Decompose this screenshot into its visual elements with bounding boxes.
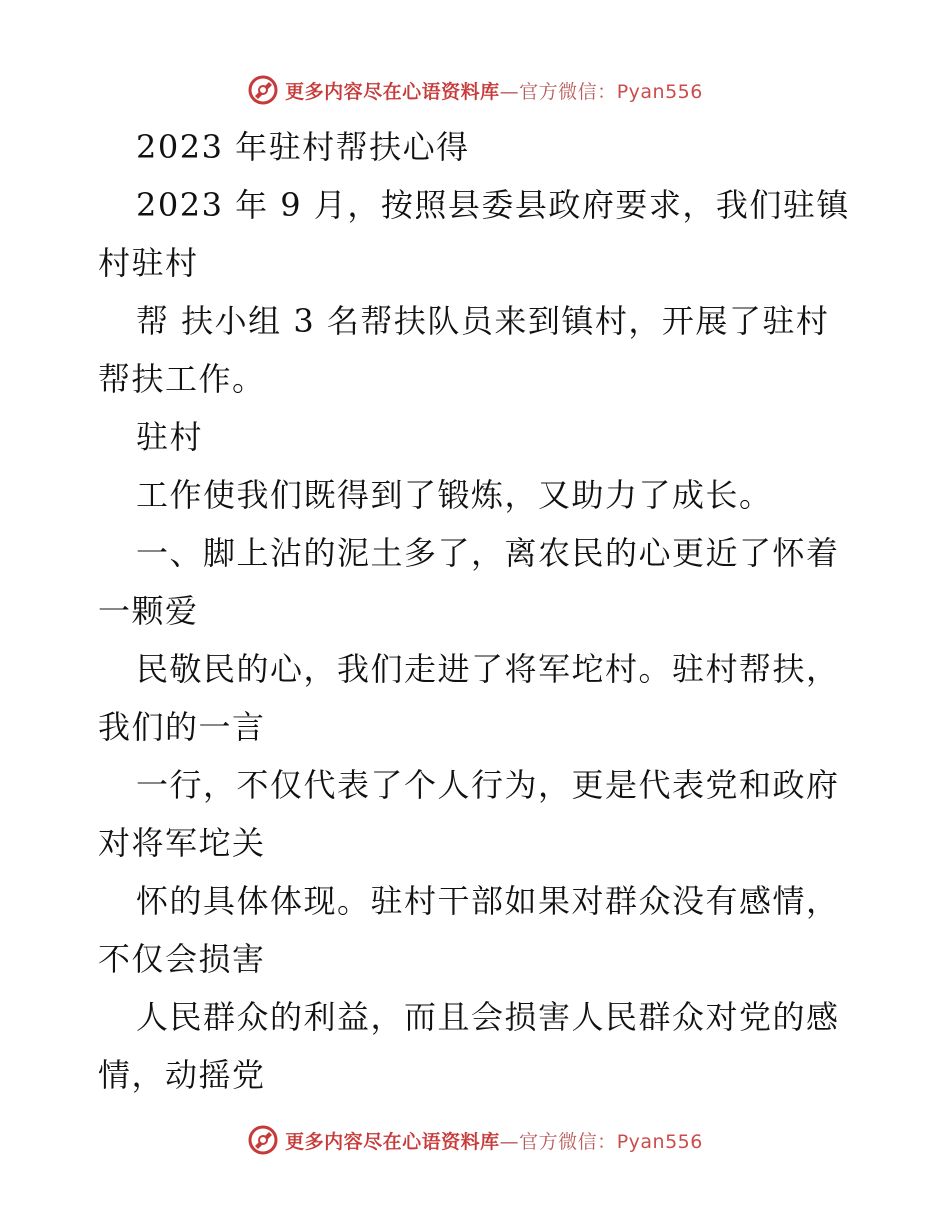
watermark-text	[285, 77, 703, 104]
paragraph-line: 我们的一言	[98, 708, 266, 746]
paragraph-line: 怀的具体体现。驻村干部如果对群众没有感情，	[136, 882, 840, 920]
paragraph-line: 对将军坨关	[98, 824, 266, 862]
paragraph-line: 民敬民的心，我们走进了将军坨村。驻村帮扶，	[136, 650, 840, 688]
document-title: 2023 年驻村帮扶心得	[136, 128, 470, 166]
paragraph-line: 工作使我们既得到了锻炼，又助力了成长。	[136, 476, 773, 514]
paragraph-line: 一行，不仅代表了个人行为，更是代表党和政府	[136, 766, 840, 804]
watermark-sub: —官方微信：	[499, 1130, 617, 1153]
watermark-sub: —官方微信：	[499, 80, 617, 103]
paragraph-line: 2023 年 9 月，按照县委县政府要求，我们驻镇	[136, 186, 850, 224]
quill-seal-icon	[247, 74, 279, 106]
paragraph-line: 一颗爱	[98, 592, 199, 630]
paragraph-line: 人民群众的利益，而且会损害人民群众对党的感	[136, 998, 840, 1036]
paragraph-line: 不仅会损害	[98, 940, 266, 978]
watermark-id: Pyan556	[616, 80, 703, 103]
watermark-banner-top	[0, 70, 950, 110]
watermark-text	[285, 1127, 703, 1154]
paragraph-line: 一、脚上沾的泥土多了，离农民的心更近了怀着	[136, 534, 840, 572]
watermark-id: Pyan556	[616, 1130, 703, 1153]
quill-seal-icon	[247, 1124, 279, 1156]
document-body	[98, 118, 858, 1104]
watermark-main: 更多内容尽在心语资料库	[285, 80, 500, 103]
paragraph-line: 村驻村	[98, 244, 199, 282]
paragraph-line: 帮扶工作。	[98, 360, 266, 398]
paragraph-line: 帮 扶小组 3 名帮扶队员来到镇村，开展了驻村	[136, 302, 830, 340]
watermark-main: 更多内容尽在心语资料库	[285, 1130, 500, 1153]
watermark-banner-bottom	[0, 1120, 950, 1160]
paragraph-line: 驻村	[136, 418, 204, 456]
paragraph-line: 情，动摇党	[98, 1056, 266, 1094]
